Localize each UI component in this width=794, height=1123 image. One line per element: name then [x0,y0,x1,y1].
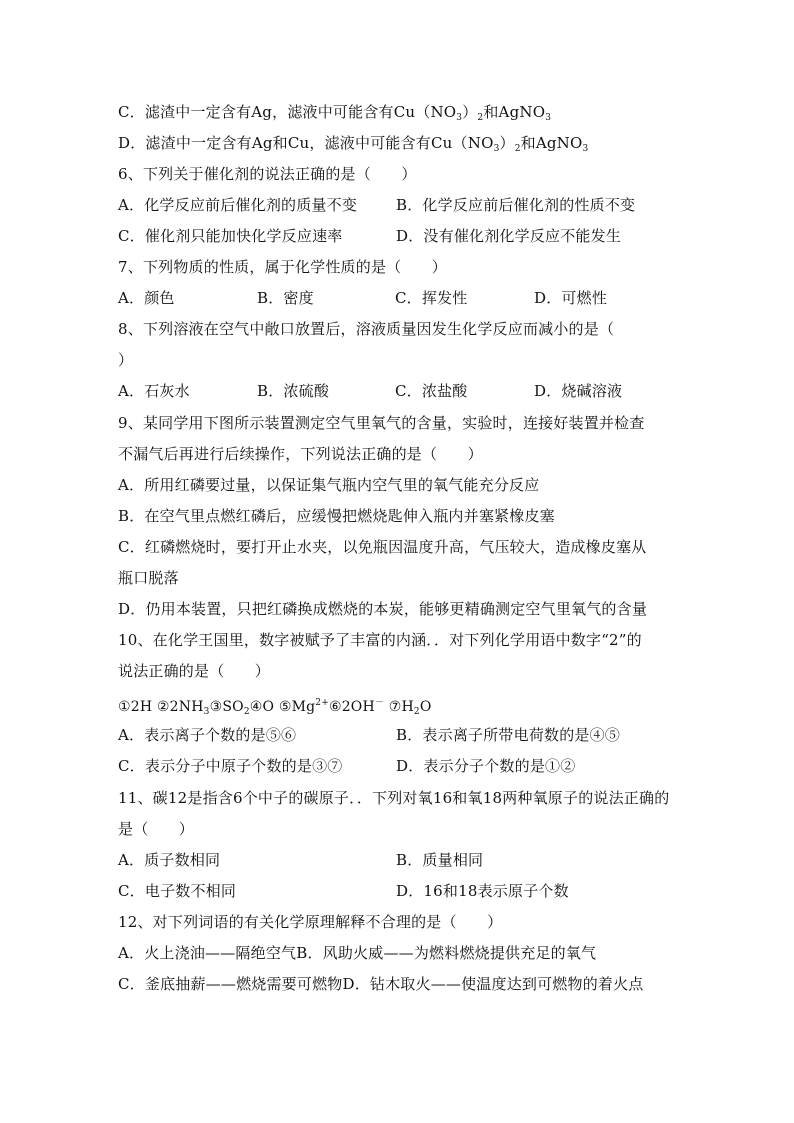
q11-options-ab [118,850,484,870]
q10-option-d: D．表示分子个数的是①② [396,757,576,775]
q8-option-c: C．浓盐酸 [395,382,468,400]
q9-option-c-1: C．红磷燃烧时，要打开止水夹，以免瓶因温度升高，气压较大，造成橡皮塞从 [118,538,647,556]
q11-options-cd [118,881,569,901]
q10-option-a: A．表示离子个数的是⑤⑥ [118,726,297,744]
q8-option-a: A．石灰水 [118,382,190,400]
q11-stem-1: 11、碳12是指含6个中子的碳原子．．下列对氧16和氧18两种氧原子的说法正确的 [118,789,670,807]
q8-stem-2: ） [118,351,134,369]
q9-stem-2: 不漏气后再进行后续操作，下列说法正确的是（ ） [118,445,483,463]
q9-option-a: A．所用红磷要过量，以保证集气瓶内空气里的氧气能充分反应 [118,476,540,494]
q11-option-d: D．16和18表示原子个数 [396,882,569,900]
q8-option-d: D．烧碱溶液 [534,382,623,400]
q10-formula-list: ①2H $②2NH_3③SO_2④O$ $⑤Mg^{2+}⑥2OH^-$ $⑦H_2O$ [118,698,432,717]
q6-option-d: D．没有催化剂化学反应不能发生 [396,227,622,245]
q6-options-cd [118,226,622,246]
q12-options-ab: A．火上浇油——隔绝空气B．风助火威——为燃料燃烧提供充足的氧气 [118,944,597,962]
q7-option-b: B．密度 [257,289,314,307]
q6-options-ab [118,195,636,215]
q7-option-c: C．挥发性 [395,289,468,307]
q9-option-d: D．仍用本装置，只把红磷换成燃烧的本炭，能够更精确测定空气里氧气的含量 [118,600,648,618]
q11-option-b: B．质量相同 [396,851,484,869]
q10-options-ab [118,725,621,745]
q6-option-a: A．化学反应前后催化剂的质量不变 [118,196,358,214]
q11-stem-2: 是（ ） [118,820,195,838]
q5-option-d: D．滤渣中一定含有Ag和Cu，滤液中可能含有$Cu(NO_3)_2$和AgNO$_3$ [118,134,589,154]
q10-stem-2: 说法正确的是（ ） [118,662,271,680]
q12-stem: 12、对下列词语的有关化学原理解释不合理的是（ ） [118,913,503,931]
q7-options [118,288,608,308]
q6-option-b: B．化学反应前后催化剂的性质不变 [396,196,636,214]
q8-stem-1: 8、下列溶液在空气中敞口放置后，溶液质量因发生化学反应而减小的是（ [118,320,615,338]
q6-option-c: C．催化剂只能加快化学反应速率 [118,227,343,245]
q11-option-c: C．电子数不相同 [118,882,237,900]
q10-options-cd [118,756,576,776]
q9-option-c-2: 瓶口脱落 [118,569,179,587]
q10-option-b: B．表示离子所带电荷数的是④⑤ [396,726,621,744]
q12-options-cd: C．釜底抽薪——燃烧需要可燃物D．钻木取火——使温度达到可燃物的着火点 [118,975,644,993]
q7-option-a: A．颜色 [118,289,175,307]
q5-option-c: C．滤渣中一定含有Ag，滤液中可能含有$Cu(NO_3)_2$和AgNO$_3$ [118,103,552,123]
q9-stem-1: 9、某同学用下图所示装置测定空气里氧气的含量，实验时，连接好装置并检查 [118,414,645,432]
q10-option-c: C．表示分子中原子个数的是③⑦ [118,757,343,775]
q6-stem: 6、下列关于催化剂的说法正确的是（ ） [118,165,417,183]
q8-options [118,381,623,401]
q7-stem: 7、下列物质的性质，属于化学性质的是（ ） [118,258,447,276]
q8-option-b: B．浓硫酸 [257,382,330,400]
q11-option-a: A．质子数相同 [118,851,221,869]
q10-stem-1: 10、在化学王国里，数字被赋予了丰富的内涵．．对下列化学用语中数字“2”的 [118,631,642,649]
q7-option-d: D．可燃性 [534,289,608,307]
q9-option-b: B．在空气里点燃红磷后，应缓慢把燃烧匙伸入瓶内并塞紧橡皮塞 [118,507,555,525]
